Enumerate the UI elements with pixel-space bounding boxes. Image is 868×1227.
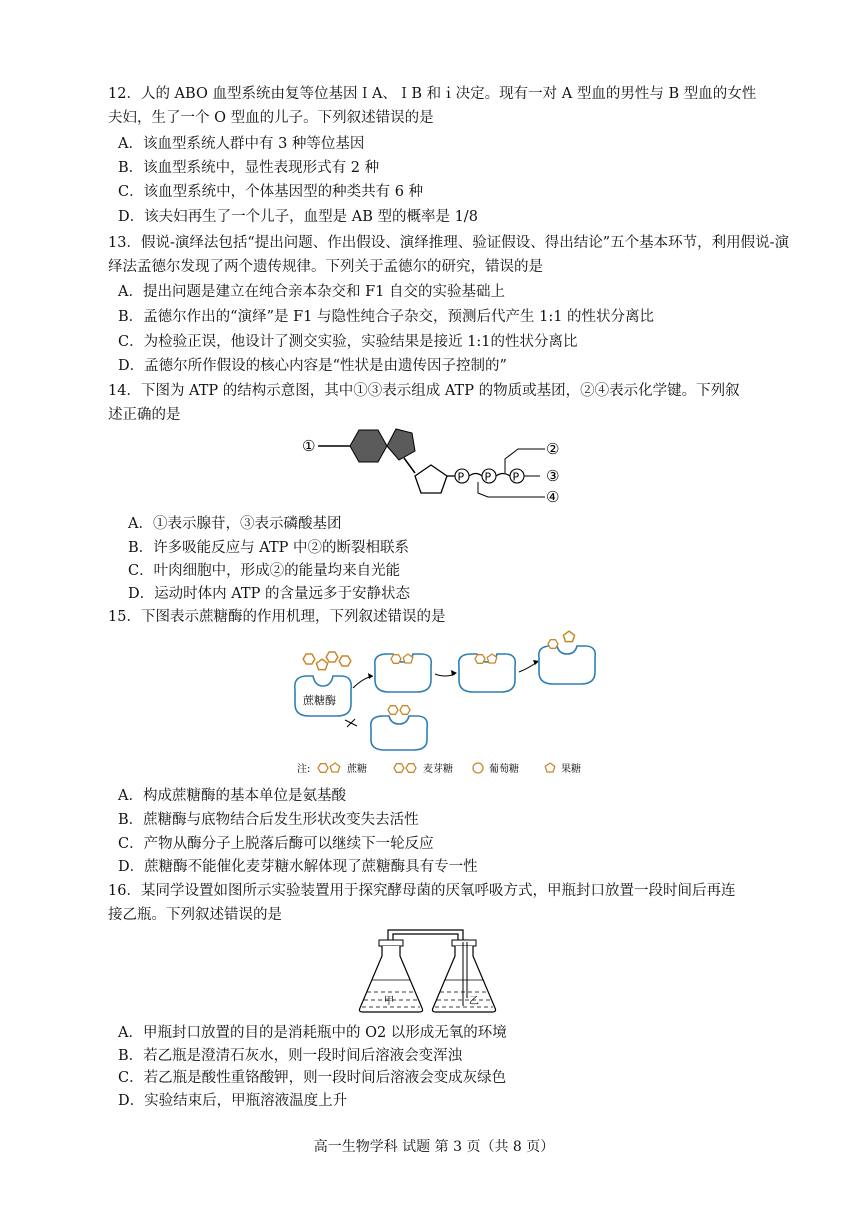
q13-option-d: D．孟德尔所作假设的核心内容是“性状是由遗传因子控制的”: [118, 358, 507, 374]
q13-option-a: A．提出问题是建立在纯合亲本杂交和 F1 自交的实验基础上: [118, 284, 505, 300]
q14-option-a: A．①表示腺苷，③表示磷酸基团: [128, 516, 342, 532]
atp-label-3: ③: [546, 467, 560, 485]
q14-option-b: B．许多吸能反应与 ATP 中②的断裂相联系: [128, 540, 409, 556]
q15-option-a: A．构成蔗糖酶的基本单位是氨基酸: [118, 788, 346, 804]
legend-prefix: 注:: [297, 764, 311, 775]
atp-label-4: ④: [546, 488, 560, 506]
q15-option-d: D．蔗糖酶不能催化麦芽糖水解体现了蔗糖酶具有专一性: [118, 859, 478, 875]
q16-option-b: B．若乙瓶是澄清石灰水，则一段时间后溶液会变浑浊: [118, 1048, 463, 1064]
q13-stem-line2: 绎法孟德尔发现了两个遗传规律。下列关于孟德尔的研究，错误的是: [108, 259, 543, 275]
adenine-pentagon-icon: [387, 429, 415, 460]
q16-stem-line2: 接乙瓶。下列叙述错误的是: [108, 907, 282, 923]
q14-stem-line2: 述正确的是: [108, 407, 181, 423]
q16-option-c: C．若乙瓶是酸性重铬酸钾，则一段时间后溶液会变成灰绿色: [118, 1070, 507, 1086]
q13-stem-line1: 13．假说-演绎法包括“提出问题、作出假设、演绎推理、验证假设、得出结论”五个基本环节，利用假说-演: [108, 235, 790, 251]
q12-option-d: D．该夫妇再生了一个儿子，血型是 AB 型的概率是 1/8: [118, 209, 478, 225]
atp-label-1: ①: [302, 437, 316, 455]
q12-option-b: B．该血型系统中，显性表现形式有 2 种: [118, 160, 380, 176]
page-footer: 高一生物学科 试题 第 3 页（共 8 页）: [313, 1139, 555, 1155]
q16-option-d: D．实验结束后，甲瓶溶液温度上升: [118, 1093, 348, 1109]
q12-option-a: A．该血型系统人群中有 3 种等位基因: [118, 136, 365, 152]
q16-stem-line1: 16．某同学设置如图所示实验装置用于探究酵母菌的厌氧呼吸方式，甲瓶封口放置一段时间后再连: [108, 883, 736, 899]
q14-stem-line1: 14．下图为 ATP 的结构示意图，其中①③表示组成 ATP 的物质或基团，②④表示化学键。下列叙: [108, 383, 740, 399]
flask-yi-label: 乙: [469, 996, 479, 1007]
flask-jia-label: 甲: [384, 996, 394, 1007]
yeast-respiration-apparatus: [355, 922, 525, 1017]
q12-stem-line2: 夫妇，生了一个 O 型血的儿子。下列叙述错误的是: [108, 110, 434, 126]
sucrase-mechanism-diagram: [285, 628, 615, 778]
atp-structure-diagram: [300, 425, 580, 510]
enzyme-label: 蔗糖酶: [303, 694, 336, 707]
legend-maltose: 麦芽糖: [423, 764, 453, 775]
legend-glucose: 葡萄糖: [489, 764, 519, 775]
q12-option-c: C．该血型系统中，个体基因型的种类共有 6 种: [118, 184, 424, 200]
svg-text:P: P: [512, 470, 520, 484]
q12-stem-line1: 12．人的 ABO 血型系统由复等位基因ＩA、ＩB 和ｉ决定。现有一对 A 型血的男性与 B 型血的女性: [108, 86, 757, 102]
legend-sucrose: 蔗糖: [347, 764, 367, 775]
ribose-pentagon-icon: [415, 465, 447, 493]
q15-option-c: C．产物从酶分子上脱落后酶可以继续下一轮反应: [118, 836, 434, 852]
atp-label-2: ②: [546, 440, 560, 458]
svg-text:P: P: [457, 470, 465, 484]
svg-text:P: P: [484, 470, 492, 484]
q16-option-a: A．甲瓶封口放置的目的是消耗瓶中的 O2 以形成无氧的环境: [118, 1025, 507, 1041]
q15-stem-line1: 15．下图表示蔗糖酶的作用机理，下列叙述错误的是: [108, 609, 446, 625]
q13-option-c: C．为检验正误，他设计了测交实验，实验结果是接近 1:1的性状分离比: [118, 334, 578, 350]
q15-option-b: B．蔗糖酶与底物结合后发生形状改变失去活性: [118, 812, 419, 828]
q14-option-d: D．运动时体内 ATP 的含量远多于安静状态: [128, 586, 410, 602]
q14-option-c: C．叶肉细胞中，形成②的能量均来自光能: [128, 563, 401, 579]
legend-fructose: 果糖: [561, 764, 581, 775]
adenine-hexagon-icon: [350, 430, 387, 462]
q13-option-b: B．孟德尔作出的“演绎”是 F1 与隐性纯合子杂交，预测后代产生 1:1 的性状分离比: [118, 309, 655, 325]
